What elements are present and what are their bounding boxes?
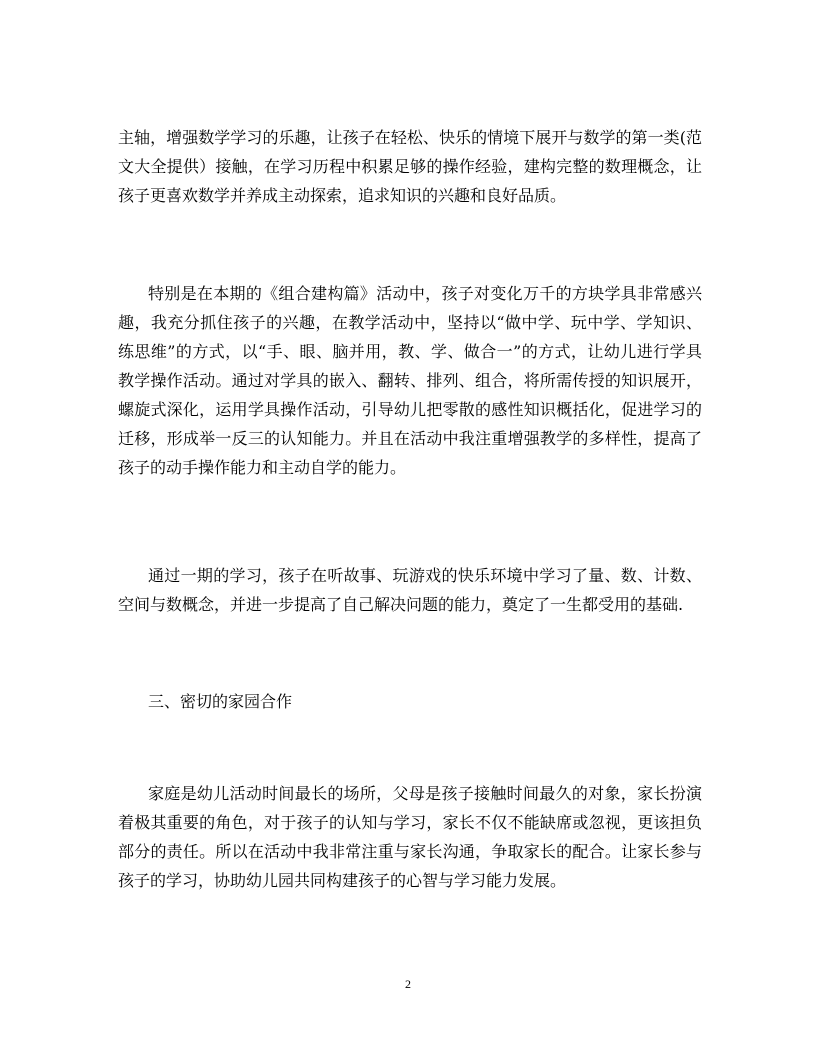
- paragraph-home-cooperation: 家庭是幼儿活动时间最长的场所，父母是孩子接触时间最久的对象，家长扮演着极其重要的角色，对于孩子的认知与学习，家长不仅不能缺席或忽视，更该担负部分的责任。所以在活动中我非常注重与家长沟通，争取家长的配合。让家长参与孩子的学习，协助幼儿园共同构建孩子的心智与学习能力发展。: [118, 784, 702, 890]
- paragraph-building-activity: 特别是在本期的《组合建构篇》活动中，孩子对变化万千的方块学具非常感兴趣，我充分抓住孩子的兴趣，在教学活动中，坚持以“做中学、玩中学、学知识、练思维”的方式，以“手、眼、脑并用，教、学、做合一”的方式，让幼儿进行学具教学操作活动。通过对学具的嵌入、翻转、排列、组合，将所需传授的知识展开，螺旋式深化，运用学具操作活动，引导幼儿把零散的感性知识概括化，促进学习的迁移，形成举一反三的认知能力。并且在活动中我注重增强教学的多样性，提高了孩子的动手操作能力和主动自学的能力。: [118, 284, 702, 477]
- paragraph-learning-summary: 通过一期的学习，孩子在听故事、玩游戏的快乐环境中学习了量、数、计数、空间与数概念，并进一步提高了自己解决问题的能力，奠定了一生都受用的基础.: [118, 566, 702, 614]
- page-number: 2: [405, 977, 411, 991]
- section-heading: 三、密切的家园合作: [148, 692, 293, 711]
- paragraph-continuation: 主轴，增强数学学习的乐趣，让孩子在轻松、快乐的情境下展开与数学的第一类(范文大全提供）接触，在学习历程中积累足够的操作经验，建构完整的数理概念，让孩子更喜欢数学并养成主动探索，追求知识的兴趣和良好品质。: [118, 128, 702, 205]
